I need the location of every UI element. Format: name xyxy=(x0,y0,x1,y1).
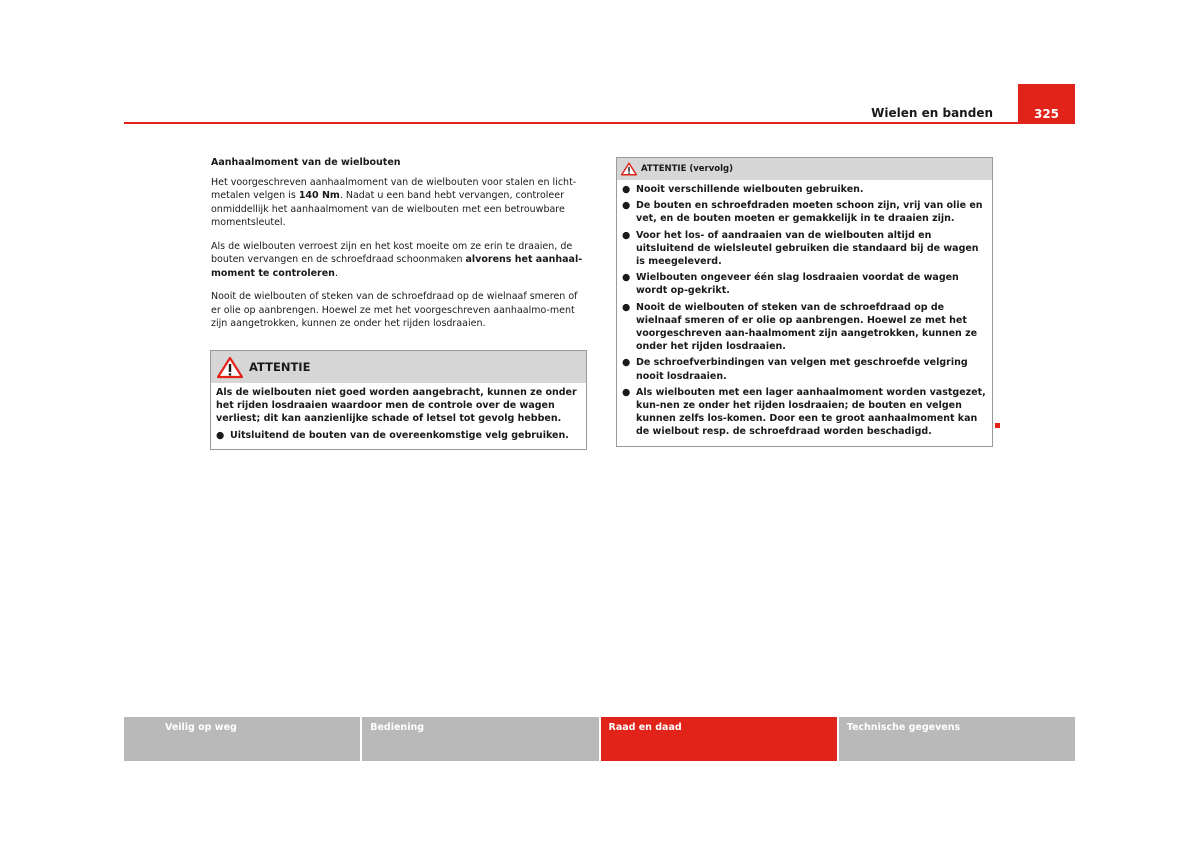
list-item: ● De schroefverbindingen van velgen met geschroefde velgring nooit losdraaien. xyxy=(622,357,968,382)
section-end-marker xyxy=(995,423,1000,428)
list-item: ● Nooit de wielbouten of steken van de schroefdraad op de wielnaaf smeren of er olie op aanbrengen. Hoewel ze met het voorgeschreven aan-haalmoment zijn aangetrokken, kunnen ze onder het rijden losdraaien. xyxy=(622,301,978,353)
footer-nav xyxy=(124,717,1075,761)
list-item: ● Voor het los- of aandraaien van de wielbouten altijd en uitsluitend de wielsleutel gebruiken die standaard bij de wagen is meegeleverd. xyxy=(622,229,979,268)
list-item: ● Nooit verschillende wielbouten gebruiken. xyxy=(622,184,864,195)
warning-box-continued xyxy=(616,157,993,447)
section-heading: Aanhaalmoment van de wielbouten xyxy=(211,157,401,168)
list-item: ● De bouten en schroefdraden moeten schoon zijn, vrij van olie en vet, en de bouten moeten er gemakkelijk in te draaien zijn. xyxy=(622,200,983,225)
warning-header xyxy=(211,351,586,383)
page-number-box xyxy=(1018,84,1075,124)
warning-body xyxy=(211,383,586,449)
warning-triangle-icon xyxy=(621,162,637,176)
list-item: ● Wielbouten ongeveer één slag losdraaien voordat de wagen wordt op-gekrikt. xyxy=(622,272,959,297)
tab-veilig-op-weg[interactable]: Veilig op weg xyxy=(124,717,360,761)
section-title: Wielen en banden xyxy=(871,106,993,120)
bullet-icon: ● xyxy=(216,429,225,441)
tab-technische-gegevens[interactable]: Technische gegevens xyxy=(839,717,1075,761)
bullet-icon: ● xyxy=(622,229,631,241)
bullet-icon: ● xyxy=(622,272,631,284)
warning-text: Als de wielbouten niet goed worden aangebracht, kunnen ze onder het rijden losdraaien waardoor men de controle over de wagen verliest; dit kan aanzienlijke schade of letsel tot gevolg hebben. xyxy=(216,387,577,425)
paragraph-rust: Als de wielbouten verroest zijn en het kost moeite om ze erin te draaien, de bouten vervangen en de schroefdraad schoonmaken alvorens het aanhaal-moment te controleren. xyxy=(211,240,583,279)
warning-header xyxy=(617,158,992,180)
page-number: 325 xyxy=(1033,107,1060,121)
list-item: ● Als wielbouten met een lager aanhaalmoment worden vastgezet, kun-nen ze onder het rijden losdraaien; de bouten en velgen kunnen zelfs los-komen. Door een te groot aanhaalmoment kan de wielbout resp. de schroefdraad worden beschadigd. xyxy=(622,386,986,438)
paragraph-torque: Het voorgeschreven aanhaalmoment van de wielbouten voor stalen en licht-metalen velgen is 140 Nm. Nadat u een band hebt vervangen, controleer onmiddellijk het aanhaalmoment van de wielbouten met een betrouwbare momentsleutel. xyxy=(211,176,577,228)
tab-bediening[interactable]: Bediening xyxy=(362,717,598,761)
list-item: ● Uitsluitend de bouten van de overeenkomstige velg gebruiken. xyxy=(216,429,569,441)
tab-raad-en-daad[interactable]: Raad en daad xyxy=(601,717,837,761)
bullet-icon: ● xyxy=(622,184,631,195)
left-column xyxy=(211,156,586,341)
warning-title: ATTENTIE xyxy=(249,360,311,374)
header-rule xyxy=(124,122,1075,124)
bullet-icon: ● xyxy=(622,200,631,212)
bullet-icon: ● xyxy=(622,357,631,369)
warning-box xyxy=(210,350,587,450)
warning-body xyxy=(617,180,992,446)
bullet-icon: ● xyxy=(622,301,631,313)
bullet-icon: ● xyxy=(622,386,631,398)
warning-triangle-icon xyxy=(217,356,243,379)
paragraph-lubrication: Nooit de wielbouten of steken van de schroefdraad op de wielnaaf smeren of er olie op aanbrengen. Hoewel ze met het voorgeschreven aanhaalmo-ment zijn aangetrokken, kunnen ze onder het rijden losdraaien. xyxy=(211,291,578,329)
warning-title: ATTENTIE (vervolg) xyxy=(641,164,734,174)
